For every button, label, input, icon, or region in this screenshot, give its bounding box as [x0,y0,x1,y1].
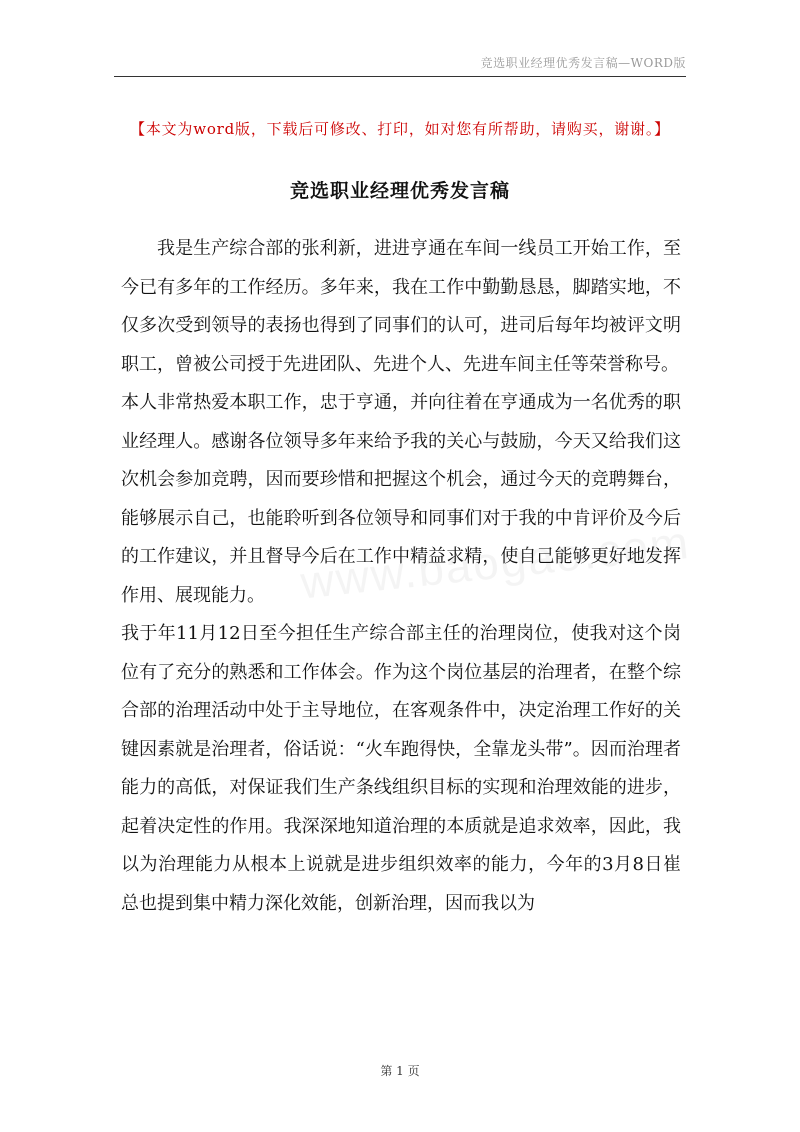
document-title: 竞选职业经理优秀发言稿 [289,180,510,202]
paragraph-2: 本人非常热爱本职工作，忠于亨通，并向往着在亨通成为一名优秀的职业经理人。感谢各位领导多年来给予我的关心与鼓励，今天又给我们这次机会参加竞聘，因而要珍惜和把握这个机会，通过今天的竞聘舞台，能够展示自己，也能聆听到各位领导和同事们对于我的中肯评价及今后的工作建议，并且督导今后在工作中精益求精，使自己能够更好地发挥作用、展现能力。 [121,392,681,606]
paragraph-3: 我于年11月12日至今担任生产综合部主任的治理岗位，使我对这个岗位有了充分的熟悉和工作体会。作为这个岗位基层的治理者，在整个综合部的治理活动中处于主导地位，在客观条件中，决定治理工作好的关键因素就是治理者，俗话说：“火车跑得快，全靠龙头带”。因而治理者能力的高低，对保证我们生产条线组织目标的实现和治理效能的进步，起着决定性的作用。我深深地知道治理的本质就是追求效率，因此，我以为治理能力从根本上说就是进步组织效率的能力，今年的3月8日崔总也提到集中精力深化效能，创新治理，因而我以为 [121,623,681,914]
download-notice: 【本文为word版，下载后可修改、打印，如对您有所帮助，请购买，谢谢。】 [130,120,670,138]
running-header: 竞选职业经理优秀发言稿—WORD版 [480,56,686,70]
header-divider [114,76,686,77]
paragraph-1: 我是生产综合部的张利新，进进亨通在车间一线员工开始工作，至今已有多年的工作经历。多年来，我在工作中勤勤恳恳，脚踏实地，不仅多次受到领导的表扬也得到了同事们的认可，进司后每年均被评文明职工，曾被公司授于先进团队、先进个人、先进车间主任等荣誉称号。 [121,238,681,375]
document-body [121,230,681,923]
page-number: 第 1 页 [380,1064,420,1078]
